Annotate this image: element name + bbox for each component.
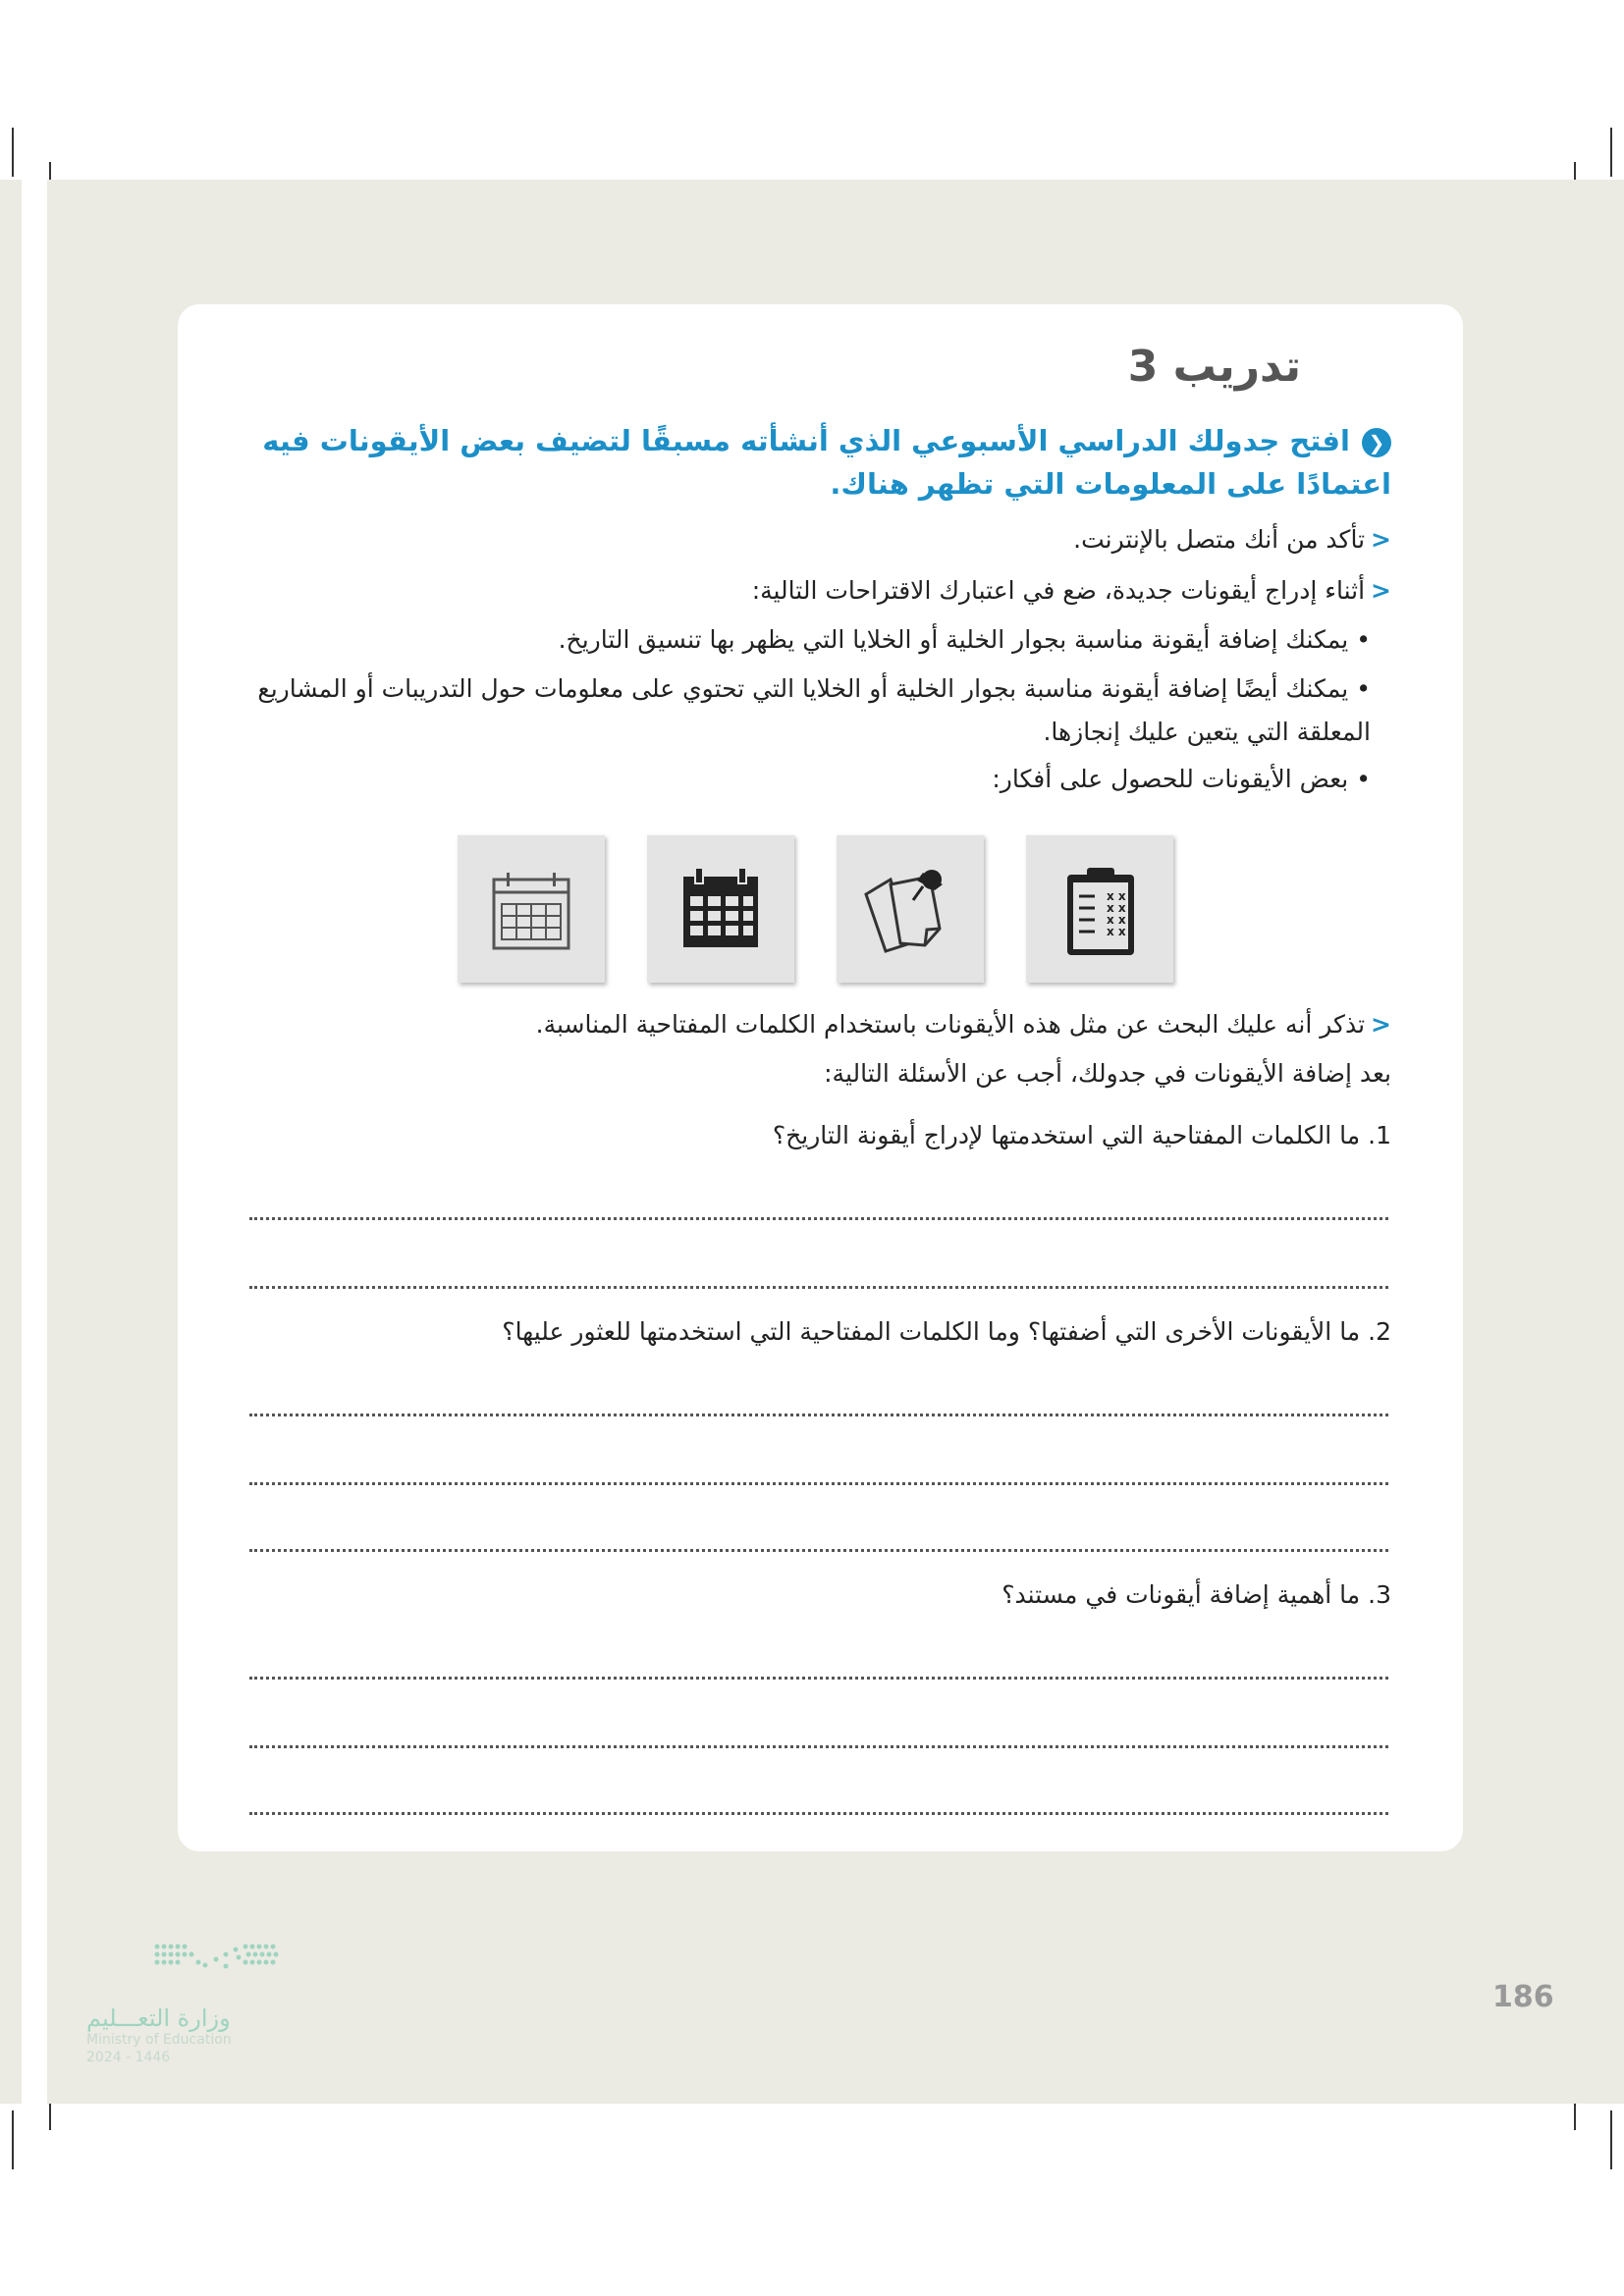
- ministry-logo: [83, 1942, 299, 2001]
- answer-line[interactable]: [249, 1286, 1388, 1289]
- crop-mark: [1610, 2110, 1612, 2169]
- ministry-year: 2024 - 1446: [86, 2050, 171, 2065]
- answer-line[interactable]: [249, 1482, 1388, 1485]
- answer-line[interactable]: [249, 1217, 1388, 1220]
- question-2: 2. ما الأيقونات الأخرى التي أضفتها؟ وما الكلمات المفتاحية التي استخدمتها للعثور عليها؟: [502, 1317, 1391, 1346]
- answer-line[interactable]: [249, 1677, 1388, 1680]
- question-1: 1. ما الكلمات المفتاحية التي استخدمتها لإدراج أيقونة التاريخ؟: [772, 1121, 1391, 1149]
- bullet-text: يمكنك أيضًا إضافة أيقونة مناسبة بجوار الخلية أو الخلايا التي تحتوي على معلومات حول التدريبات أو المشاريع المعلقة التي يتعين عليك إنجازها.: [257, 674, 1371, 746]
- step-text: أثناء إدراج أيقونات جديدة، ضع في اعتبارك الاقتراحات التالية:: [751, 576, 1366, 605]
- chevron-icon: <: [1371, 1010, 1391, 1039]
- svg-text:x x: x x: [1107, 901, 1126, 915]
- sticky-note-pin-icon: [837, 834, 984, 983]
- crop-mark: [12, 2110, 14, 2169]
- section-title: تدريب 3: [1127, 342, 1301, 392]
- calendar-outline-icon: [458, 834, 605, 983]
- questions-intro: بعد إضافة الأيقونات في جدولك، أجب عن الأسئلة التالية:: [824, 1059, 1391, 1088]
- ministry-name-ar: وزارة التعـــليم: [86, 2004, 231, 2032]
- task-text: افتح جدولك الدراسي الأسبوعي الذي أنشأته مسبقًا لتضيف بعض الأيقونات فيه اعتمادًا على المعلومات التي تظهر هناك.: [262, 424, 1391, 501]
- clipboard-checklist-icon: [1026, 834, 1173, 983]
- step-connect: [1073, 518, 1391, 561]
- answer-line[interactable]: [249, 1745, 1388, 1748]
- task-instruction: [252, 419, 1391, 506]
- bullet-text: بعض الأيقونات للحصول على أفكار:: [992, 765, 1349, 793]
- calendar-filled-icon: [647, 834, 794, 983]
- step-search-tip: [536, 1003, 1391, 1046]
- bullet-text: يمكنك إضافة أيقونة مناسبة بجوار الخلية أو الخلايا التي يظهر بها تنسيق التاريخ.: [558, 625, 1349, 654]
- bullet-item: •يمكنك إضافة أيقونة مناسبة بجوار الخلية أو الخلايا التي يظهر بها تنسيق التاريخ.: [558, 625, 1371, 654]
- bullet-item: •يمكنك أيضًا إضافة أيقونة مناسبة بجوار الخلية أو الخلايا التي تحتوي على معلومات حول التدريبات أو المشاريع المعلقة التي يتعين عليك إنجازها.: [257, 674, 1371, 746]
- answer-line[interactable]: [249, 1812, 1388, 1815]
- chevron-left-icon: ❮: [1362, 428, 1391, 457]
- chevron-icon: <: [1371, 525, 1391, 554]
- svg-text:x x: x x: [1107, 889, 1126, 903]
- step-text: تذكر أنه عليك البحث عن مثل هذه الأيقونات باستخدام الكلمات المفتاحية المناسبة.: [535, 1010, 1366, 1039]
- step-suggestions: [752, 569, 1391, 613]
- page-edge-strip: [0, 180, 22, 2104]
- exercise-card: [178, 304, 1463, 1851]
- answer-line[interactable]: [249, 1414, 1388, 1416]
- crop-mark: [1610, 128, 1612, 177]
- crop-mark: [12, 128, 14, 177]
- chevron-icon: <: [1371, 576, 1391, 605]
- svg-text:x x: x x: [1107, 913, 1126, 927]
- bullet-item: •بعض الأيقونات للحصول على أفكار:: [992, 765, 1371, 793]
- question-3: 3. ما أهمية إضافة أيقونات في مستند؟: [1001, 1580, 1391, 1609]
- step-text: تأكد من أنك متصل بالإنترنت.: [1073, 525, 1366, 554]
- answer-line[interactable]: [249, 1549, 1388, 1552]
- page-number: 186: [1492, 1980, 1554, 2014]
- svg-text:x x: x x: [1107, 925, 1126, 938]
- ministry-name-en: Ministry of Education: [86, 2032, 232, 2048]
- icon-examples: [458, 834, 1184, 982]
